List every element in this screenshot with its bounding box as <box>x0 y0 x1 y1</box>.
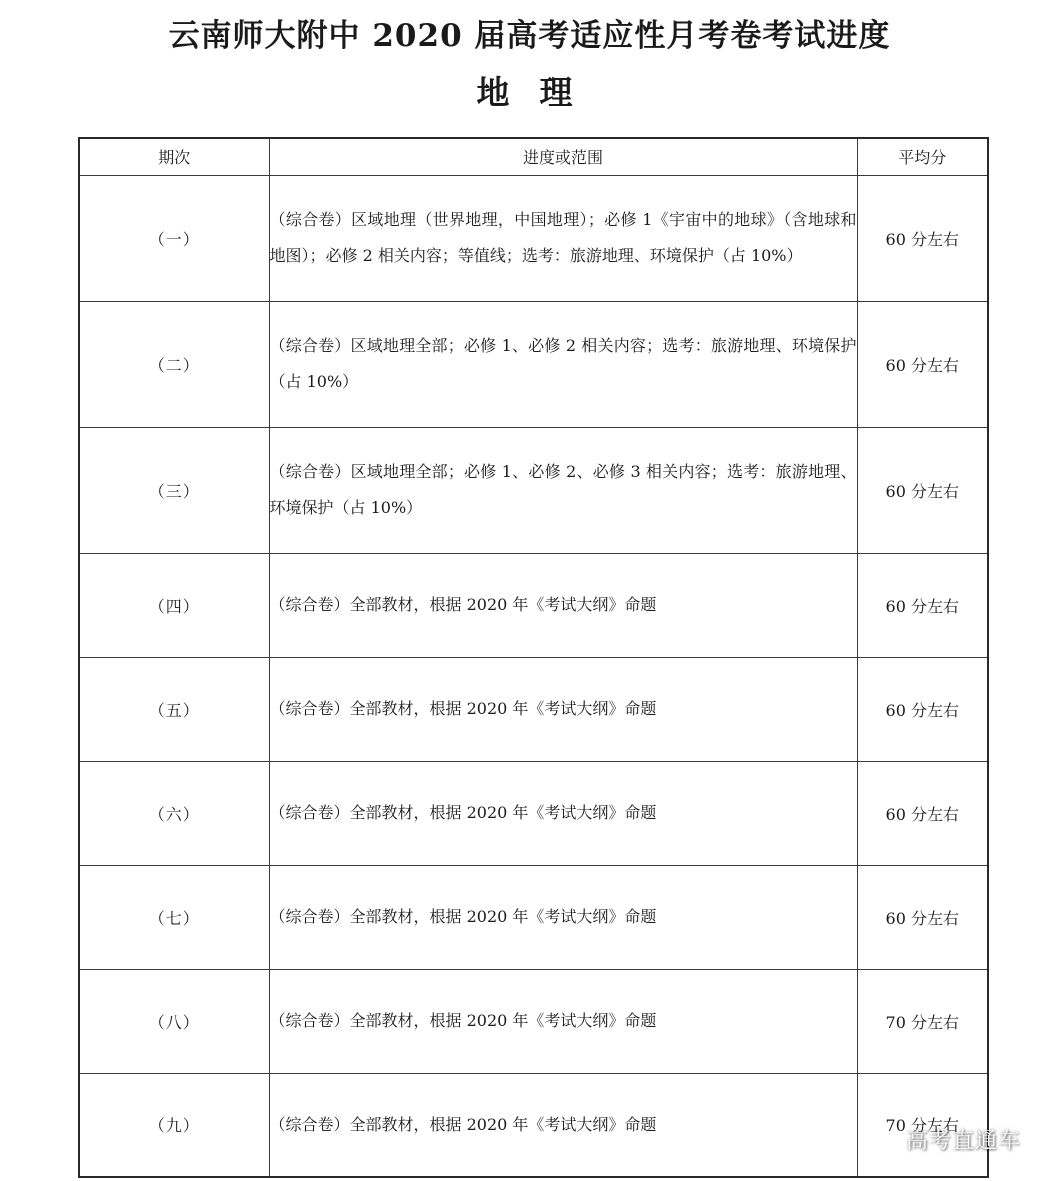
period-cell: （二） <box>79 301 269 427</box>
content-cell: （综合卷）全部教材，根据 2020 年《考试大纲》命题 <box>269 1073 857 1177</box>
exam-schedule-table <box>78 137 989 1178</box>
period-cell: （七） <box>79 865 269 969</box>
content-cell: （综合卷）区域地理（世界地理，中国地理）；必修 1《宇宙中的地球》（含地球和地图）；必修 2 相关内容；等值线；选考：旅游地理、环境保护（占 10%） <box>269 175 857 301</box>
period-cell: （五） <box>79 657 269 761</box>
score-cell: 60 分左右 <box>857 761 988 865</box>
content-cell: （综合卷）全部教材，根据 2020 年《考试大纲》命题 <box>269 657 857 761</box>
content-cell: （综合卷）区域地理全部；必修 1、必修 2 相关内容；选考：旅游地理、环境保护（占 10%） <box>269 301 857 427</box>
table-row <box>79 657 988 761</box>
header-score: 平均分 <box>857 138 988 175</box>
score-cell: 70 分左右 <box>857 1073 988 1177</box>
header-period: 期次 <box>79 138 269 175</box>
score-cell: 60 分左右 <box>857 301 988 427</box>
table-row <box>79 1073 988 1177</box>
period-cell: （四） <box>79 553 269 657</box>
period-cell: （六） <box>79 761 269 865</box>
score-cell: 60 分左右 <box>857 865 988 969</box>
table-row <box>79 301 988 427</box>
score-cell: 60 分左右 <box>857 553 988 657</box>
subject-title: 地理 <box>476 73 603 112</box>
page-title: 云南师大附中 2020 届高考适应性月考卷考试进度 <box>168 18 891 54</box>
score-cell: 70 分左右 <box>857 969 988 1073</box>
score-cell: 60 分左右 <box>857 427 988 553</box>
period-cell: （九） <box>79 1073 269 1177</box>
content-cell: （综合卷）全部教材，根据 2020 年《考试大纲》命题 <box>269 969 857 1073</box>
score-cell: 60 分左右 <box>857 175 988 301</box>
watermark-text: 高考直通车 <box>906 1129 1022 1154</box>
score-cell: 60 分左右 <box>857 657 988 761</box>
content-cell: （综合卷）全部教材，根据 2020 年《考试大纲》命题 <box>269 761 857 865</box>
period-cell: （三） <box>79 427 269 553</box>
table-row <box>79 175 988 301</box>
table-row <box>79 865 988 969</box>
table-row <box>79 553 988 657</box>
table-row <box>79 761 988 865</box>
period-cell: （一） <box>79 175 269 301</box>
period-cell: （八） <box>79 969 269 1073</box>
content-cell: （综合卷）全部教材，根据 2020 年《考试大纲》命题 <box>269 865 857 969</box>
table-row <box>79 427 988 553</box>
table-header-row <box>79 138 988 175</box>
content-cell: （综合卷）全部教材，根据 2020 年《考试大纲》命题 <box>269 553 857 657</box>
header-content: 进度或范围 <box>269 138 857 175</box>
table-row <box>79 969 988 1073</box>
content-cell: （综合卷）区域地理全部；必修 1、必修 2、必修 3 相关内容；选考：旅游地理、环境保护（占 10%） <box>269 427 857 553</box>
